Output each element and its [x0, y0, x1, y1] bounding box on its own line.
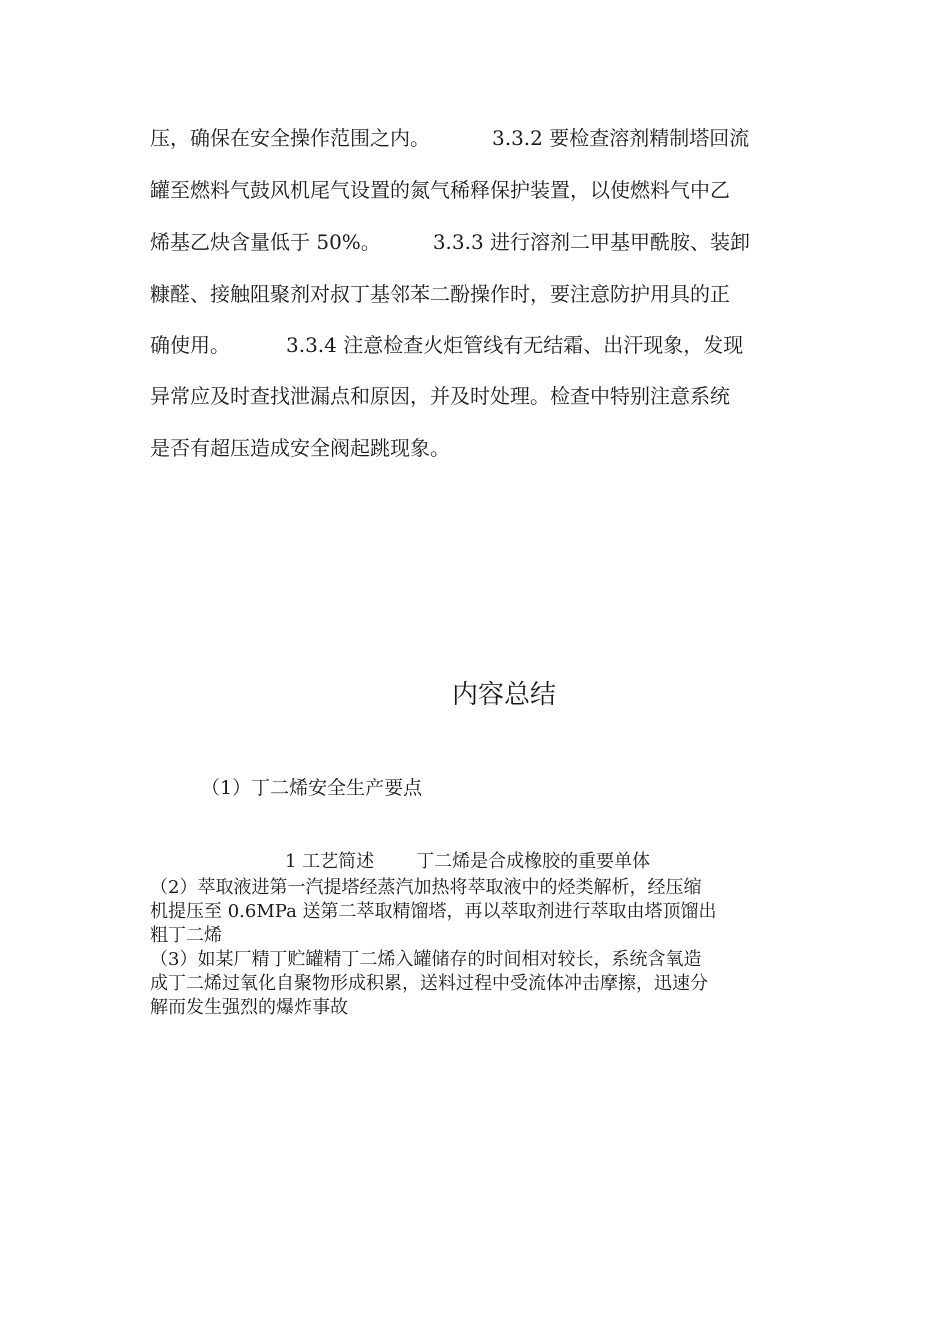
process-intro	[285, 850, 650, 874]
body-line	[150, 124, 810, 152]
body-text: 压，确保在安全操作范围之内。	[150, 126, 430, 150]
summary-point-1: （1）丁二烯安全生产要点	[201, 777, 423, 799]
body-text: 3.3.4 注意检查火炬管线有无结霜、出汗现象，发现	[286, 333, 744, 357]
summary-point-2-line: 机提压至 0.6MPa 送第二萃取精馏塔，再以萃取剂进行萃取由塔顶馏出	[150, 901, 717, 922]
body-line	[150, 228, 810, 256]
summary-point-2-line: （2）萃取液进第一汽提塔经蒸汽加热将萃取液中的烃类解析，经压缩	[150, 877, 702, 898]
body-line	[150, 382, 810, 410]
process-intro-label: 1 工艺简述	[285, 851, 375, 872]
body-line	[150, 434, 810, 462]
body-text: 异常应及时查找泄漏点和原因，并及时处理。检查中特别注意系统	[150, 384, 730, 408]
body-text: 3.3.3 进行溶剂二甲基甲酰胺、装卸	[432, 230, 751, 254]
summary-point-3-line: （3）如某厂精丁贮罐精丁二烯入罐储存的时间相对较长，系统含氧造	[150, 949, 702, 970]
process-intro-text: 丁二烯是合成橡胶的重要单体	[416, 851, 651, 872]
summary-point-3-line: 成丁二烯过氧化自聚物形成积累，送料过程中受流体冲击摩擦，迅速分	[150, 973, 708, 994]
body-text: 烯基乙炔含量低于 50%。	[150, 230, 381, 254]
summary-title: 内容总结	[451, 680, 556, 710]
body-text: 糠醛、接触阻聚剂对叔丁基邻苯二酚操作时，要注意防护用具的正	[150, 282, 730, 306]
body-line	[150, 331, 810, 359]
body-text: 是否有超压造成安全阀起跳现象。	[150, 436, 450, 460]
summary-point-3-line: 解而发生强烈的爆炸事故	[150, 997, 348, 1018]
body-line	[150, 176, 810, 204]
summary-point-2-line: 粗丁二烯	[150, 925, 222, 946]
body-text: 确使用。	[150, 333, 230, 357]
body-line	[150, 280, 810, 308]
body-text: 罐至燃料气鼓风机尾气设置的氮气稀释保护装置，以使燃料气中乙	[150, 178, 730, 202]
body-text: 3.3.2 要检查溶剂精制塔回流	[492, 126, 750, 150]
